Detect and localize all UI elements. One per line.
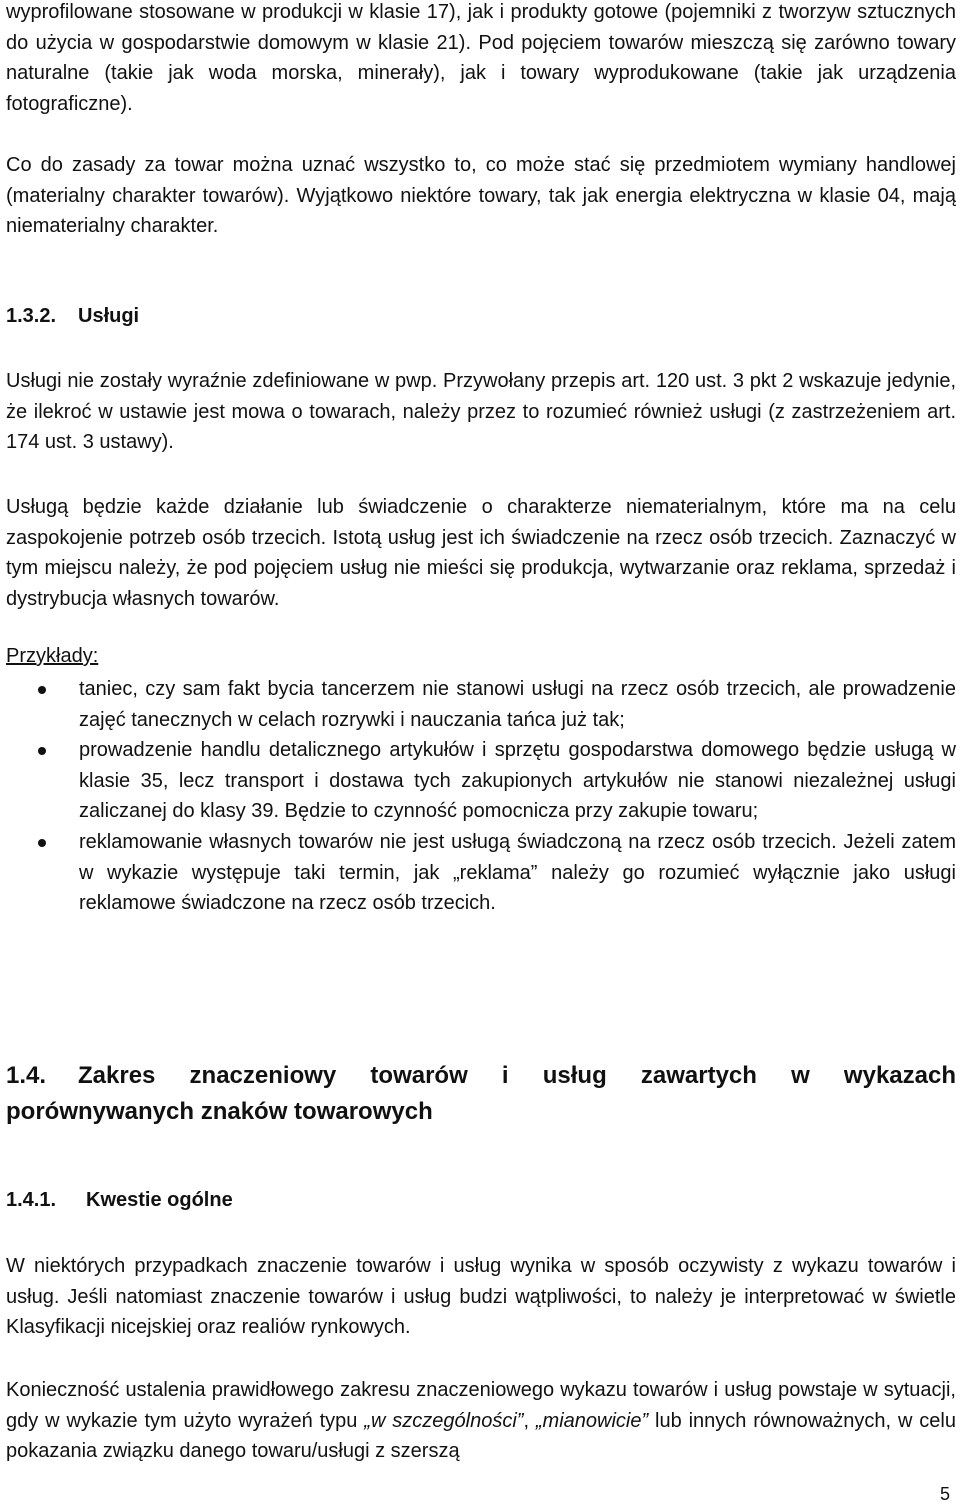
list-item: reklamowanie własnych towarów nie jest usługą świadczoną na rzecz osób trzecich. Jeżeli zatem w wykazie występuje taki termin, jak „reklama” należy go rozumieć wyłącznie jako usługi reklamowe świadczone na rzecz osób trzecich.	[6, 827, 956, 919]
list-item: taniec, czy sam fakt bycia tancerzem nie stanowi usługi na rzecz osób trzecich, ale prowadzenie zajęć tanecznych w celach rozrywki i nauczania tańca już tak;	[6, 674, 956, 735]
list-item: prowadzenie handlu detalicznego artykułów i sprzętu gospodarstwa domowego będzie usługą w klasie 35, lecz transport i dostawa tych zakupionych artykułów nie stanowi niezależnej usługi zaliczanej do klasy 39. Będzie to czynność pomocnicza przy zakupie towaru;	[6, 735, 956, 827]
section-number: 1.4.	[6, 1062, 47, 1089]
paragraph-goods-definition: Co do zasady za towar można uznać wszystko to, co może stać się przedmiotem wymiany handlowej (materialny charakter towarów). Wyjątkowo niektóre towary, tak jak energia elektryczna w klasie 04, mają niematerialny charakter.	[6, 154, 956, 238]
paragraph-scope-necessity: Konieczność ustalenia prawidłowego zakresu znaczeniowego wykazu towarów i usług powstaje w sytuacji, gdy w wykazie tym użyto wyrażeń typu „w szczególności”, „mianowicie” lub innych równoważnych, w celu pokazania związku danego towaru/usługi z szerszą	[6, 1379, 956, 1463]
page-number: 5	[939, 1484, 950, 1504]
bullet-icon	[38, 686, 46, 694]
section-number: 1.4.1.	[6, 1189, 57, 1211]
bullet-icon	[38, 747, 46, 755]
paragraph-goods-types: wyprofilowane stosowane w produkcji w klasie 17), jak i produkty gotowe (pojemniki z tworzyw sztucznych do użycia w gospodarstwie domowym w klasie 21). Pod pojęciem towarów mieszczą się zarówno towary naturalne (takie jak woda morska, minerały), jak i towary wyprodukowane (takie jak urządzenia fotograficzne).	[6, 1, 956, 115]
section-heading-services	[6, 305, 139, 328]
section-heading-scope	[6, 1058, 956, 1130]
examples-list	[6, 674, 956, 919]
paragraph-services-definition: Usługą będzie każde działanie lub świadczenie o charakterze niematerialnym, które ma na celu zaspokojenie potrzeb osób trzecich. Istotą usług jest ich świadczenie na rzecz osób trzecich. Zaznaczyć w tym miejscu należy, że pod pojęciem usług nie mieści się produkcja, wytwarzanie oraz reklama, sprzedaż i dystrybucja własnych towarów.	[6, 496, 956, 610]
paragraph-services-law: Usługi nie zostały wyraźnie zdefiniowane w pwp. Przywołany przepis art. 120 ust. 3 pkt 2 wskazuje jedynie, że ilekroć w ustawie jest mowa o towarach, należy przez to rozumieć również usługi (z zastrzeżeniem art. 174 ust. 3 ustawy).	[6, 370, 956, 454]
section-title: Usługi	[78, 305, 140, 327]
section-title: Zakres znaczeniowy towarów i usług zawartych w wykazach porównywanych znaków towarowych	[6, 1062, 956, 1125]
bullet-icon	[38, 839, 46, 847]
section-title: Kwestie ogólne	[86, 1189, 233, 1211]
subsection-heading-general	[6, 1189, 233, 1212]
section-number: 1.3.2.	[6, 305, 57, 327]
examples-label: Przykłady:	[6, 645, 99, 667]
paragraph-interpretation: W niektórych przypadkach znaczenie towarów i usług wynika w sposób oczywisty z wykazu towarów i usług. Jeśli natomiast znaczenie towarów i usług budzi wątpliwości, to należy je interpretować w świetle Klasyfikacji nicejskiej oraz realiów rynkowych.	[6, 1255, 956, 1339]
